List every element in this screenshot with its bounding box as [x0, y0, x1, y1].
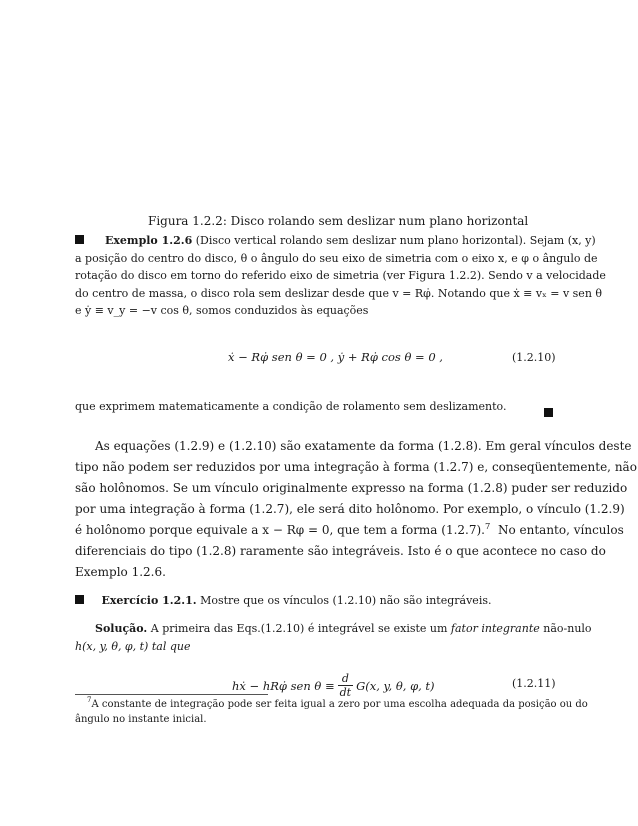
solution-text-b: não-nulo [543, 622, 592, 635]
exercise-title: Exercício 1.2.1. [101, 594, 197, 607]
solution-text-a: A primeira das Eqs.(1.2.10) é integrável se existe um [150, 622, 448, 635]
body-line6: diferenciais do tipo (1.2.8) raramente são integráveis. Isto é o que acontece no caso do [75, 544, 606, 558]
footnote-reference: 7 [485, 521, 491, 531]
solution-paragraph [75, 620, 592, 656]
body-line2: tipo não podem ser reduzidos por uma integração à forma (1.2.7) e, conseqüentemente, não [75, 460, 637, 474]
example-paragraph [75, 232, 606, 320]
example-line4: do centro de massa, o disco rola sem deslizar desde que v = Rφ̇. Notando que ẋ ≡ vₓ = v sen θ [75, 286, 603, 300]
footnote-line1 [75, 696, 588, 712]
solution-emph: fator integrante [450, 622, 540, 635]
fraction [338, 672, 353, 699]
footnote-mark: 7 [87, 696, 92, 704]
example-line2: a posição do centro do disco, θ o ângulo do seu eixo de simetria com o eixo x, e φ o ângulo de [75, 251, 598, 265]
figure-caption: Figura 1.2.2: Disco rolando sem deslizar num plano horizontal [148, 214, 529, 228]
equation-number-1-2-10: (1.2.10) [512, 351, 556, 364]
equation-1-2-10: ẋ − Rφ̇ sen θ = 0 , ẏ + Rφ̇ cos θ = 0 , [228, 350, 443, 364]
equation-right: G(x, y, θ, φ, t) [356, 678, 435, 693]
example-heading-line [75, 232, 596, 250]
exercise-marker [75, 595, 84, 604]
body-line5-tail: No entanto, vínculos [497, 523, 624, 537]
solution-title: Solução. [95, 622, 148, 635]
example-line5: e ẏ ≡ v_y = −v cos θ, somos conduzidos às equações [75, 304, 369, 318]
example-line3: rotação do disco em torno do referido eixo de simetria (ver Figura 1.2.2). Sendo v a velocidade [75, 269, 606, 283]
exercise-text: Mostre que os vínculos (1.2.10) não são integráveis. [200, 594, 492, 607]
body-line7: Exemplo 1.2.6. [75, 565, 166, 579]
body-line5 [75, 520, 624, 541]
body-line3: são holônomos. Se um vínculo originalmente expresso na forma (1.2.8) puder ser reduzido [75, 481, 628, 495]
solution-line2: h(x, y, θ, φ, t) tal que [75, 640, 191, 653]
example-line1: (Disco vertical rolando sem deslizar num plano horizontal). Sejam (x, y) [195, 234, 596, 247]
body-line5-text: é holônomo porque equivale a x − Rφ = 0, que tem a forma (1.2.7). [75, 523, 485, 537]
equation-left: hẋ − hRφ̇ sen θ ≡ [232, 678, 335, 693]
fraction-denominator: dt [339, 686, 352, 699]
footnote-text1: A constante de integração pode ser feita igual a zero por uma escolha adequada da posição ou do [91, 699, 588, 710]
equation-number-1-2-11: (1.2.11) [512, 677, 556, 690]
example-title: Exemplo 1.2.6 [104, 234, 193, 247]
fraction-numerator: d [341, 672, 349, 685]
example-end-marker [544, 402, 553, 421]
body-paragraph [75, 436, 637, 583]
example-conclusion: que exprimem matematicamente a condição de rolamento sem deslizamento. [75, 400, 507, 413]
example-start-marker [75, 235, 84, 244]
solution-line1 [75, 620, 592, 638]
body-line4: por uma integração à forma (1.2.7), ele será dito holônomo. Por exemplo, o vínculo (1.2.9) [75, 502, 625, 516]
footnote-line2: ângulo no instante inicial. [75, 714, 207, 725]
body-line1: As equações (1.2.9) e (1.2.10) são exatamente da forma (1.2.8). Em geral vínculos deste [95, 439, 632, 453]
footnote [75, 696, 588, 727]
footnote-rule [75, 694, 268, 695]
exercise-line [75, 594, 491, 607]
